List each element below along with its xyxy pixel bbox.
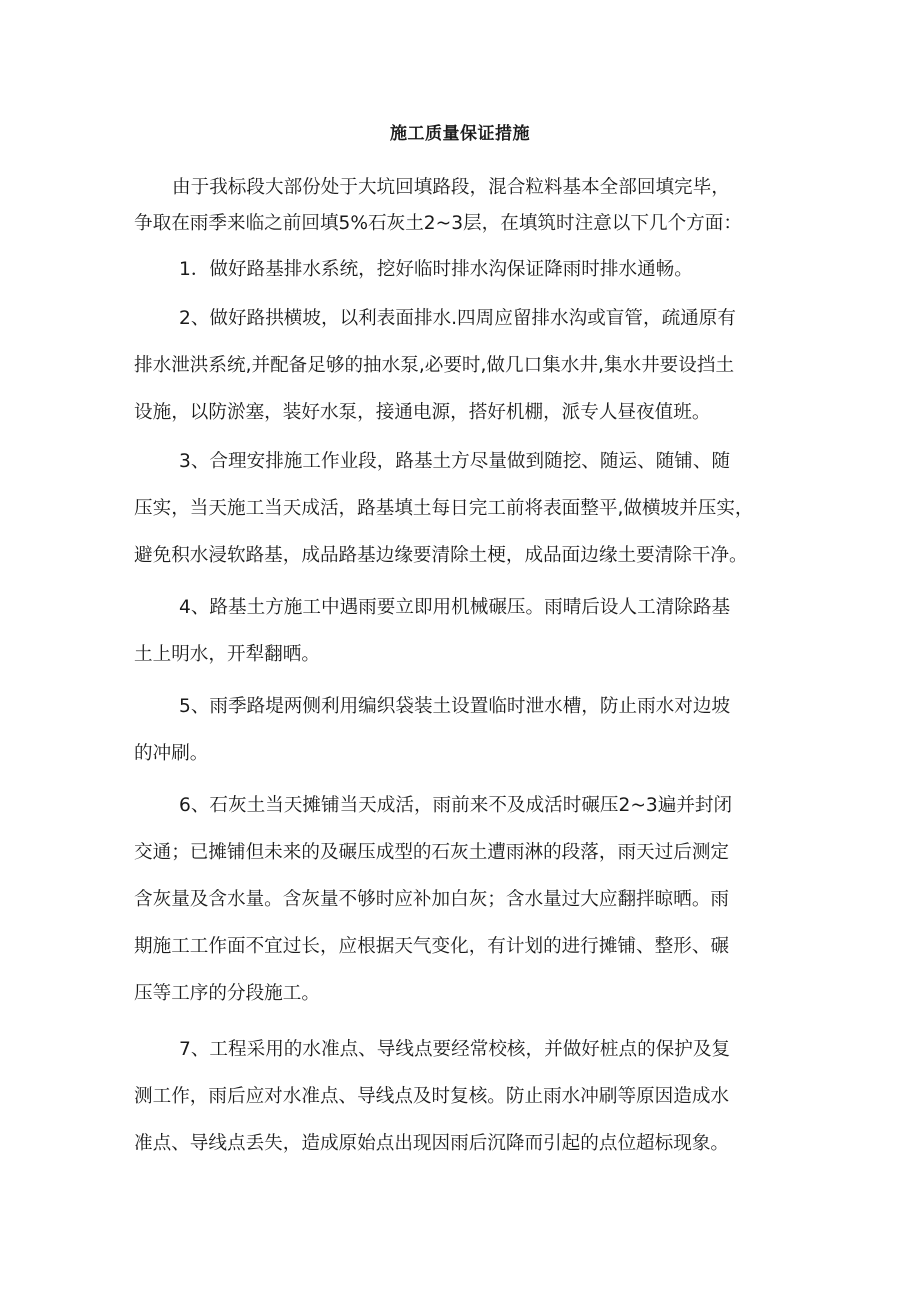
paragraph-line: 测工作，雨后应对水准点、导线点及时复核。防止雨水冲刷等原因造成水: [134, 1086, 730, 1107]
paragraph-line: 由于我标段大部份处于大坑回填路段，混合粒料基本全部回填完毕，: [172, 177, 730, 198]
item-3-paragraph: [134, 438, 794, 579]
paragraph-line: 压等工序的分段施工。: [134, 983, 320, 1004]
paragraph-line: 排水泄洪系统,并配备足够的抽水泵,必要时,做几口集水井,集水井要设挡土: [134, 355, 735, 376]
item-2-paragraph: [134, 295, 794, 436]
item-7-paragraph: [134, 1026, 794, 1167]
paragraph-line: 含灰量及含水量。含灰量不够时应补加白灰；含水量过大应翻拌晾晒。雨: [134, 889, 730, 910]
paragraph-line: 3、合理安排施工作业段，路基土方尽量做到随挖、随运、随铺、随: [179, 451, 731, 472]
paragraph-line: 准点、导线点丢失，造成原始点出现因雨后沉降而引起的点位超标现象。: [134, 1133, 730, 1154]
paragraph-line: 2、做好路拱横坡，以利表面排水.四周应留排水沟或盲管，疏通原有: [179, 308, 736, 329]
paragraph-line: 争取在雨季来临之前回填5%石灰土2~3层，在填筑时注意以下几个方面：: [134, 213, 742, 234]
paragraph-line: 4、路基土方施工中遇雨要立即用机械碾压。雨晴后设人工清除路基: [179, 597, 731, 618]
paragraph-line: 7、工程采用的水准点、导线点要经常校核，并做好桩点的保护及复: [179, 1039, 731, 1060]
item-4-paragraph: [134, 584, 794, 678]
paragraph-line: 交通；已摊铺但未来的及碾压成型的石灰土遭雨淋的段落，雨天过后测定: [134, 842, 730, 863]
intro-paragraph: [134, 170, 794, 242]
item-1-paragraph: [134, 246, 794, 293]
paragraph-line: 的冲刷。: [134, 743, 209, 764]
document-title: 施工质量保证措施: [390, 124, 530, 144]
paragraph-line: 压实，当天施工当天成活，路基填土每日完工前将表面整平,做横坡并压实，: [134, 498, 754, 519]
paragraph-line: 1．做好路基排水系统，挖好临时排水沟保证降雨时排水通畅。: [179, 259, 693, 280]
paragraph-line: 设施，以防淤塞，装好水泵，接通电源，搭好机棚，派专人昼夜值班。: [134, 402, 711, 423]
paragraph-line: 6、石灰土当天摊铺当天成活，雨前来不及成活时碾压2~3遍并封闭: [179, 795, 733, 816]
paragraph-line: 土上明水，开犁翻晒。: [134, 644, 320, 665]
item-5-paragraph: [134, 683, 794, 777]
item-6-paragraph: [134, 782, 794, 1017]
paragraph-line: 5、雨季路堤两侧利用编织袋装土设置临时泄水槽，防止雨水对边坡: [179, 696, 731, 717]
paragraph-line: 期施工工作面不宜过长，应根据天气变化，有计划的进行摊铺、整形、碾: [134, 936, 730, 957]
paragraph-line: 避免积水浸软路基，成品路基边缘要清除土梗，成品面边缘土要清除干净。: [134, 545, 748, 566]
